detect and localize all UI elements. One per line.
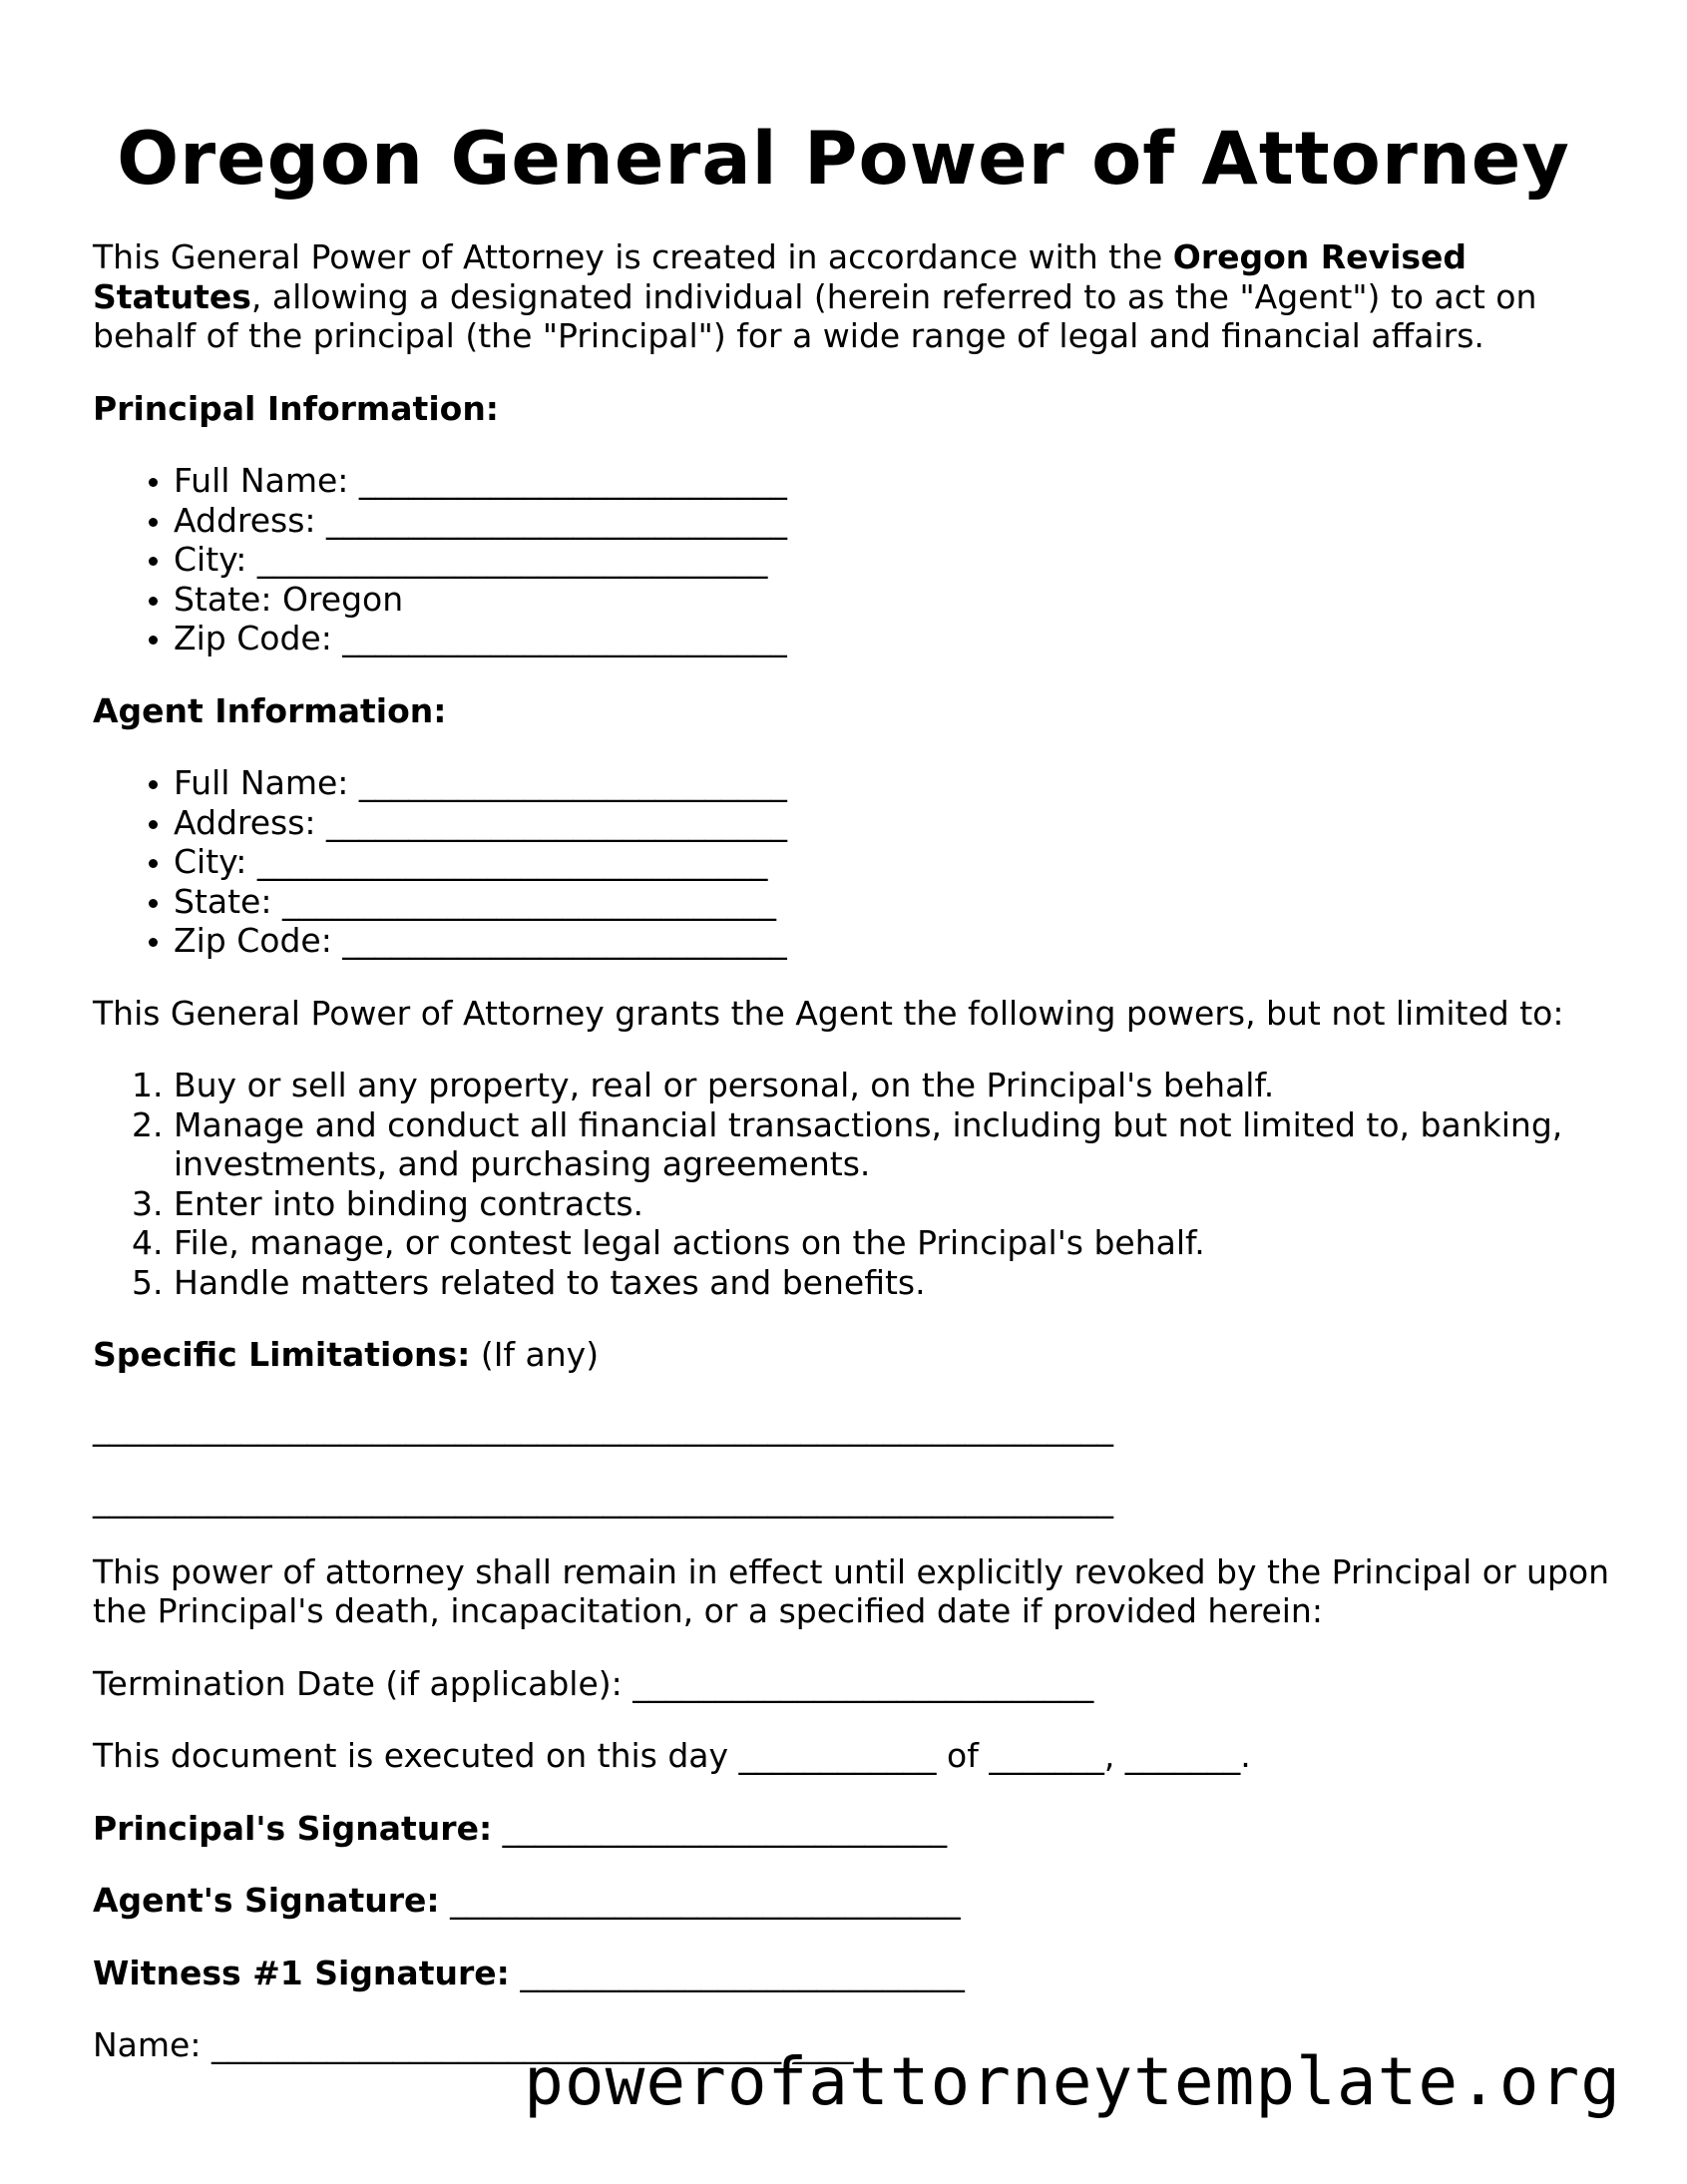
limitations-note: (If any) xyxy=(470,1335,600,1374)
limitations-line-1: ______________________________________________________________ xyxy=(93,1407,1113,1447)
power-item: 2. Manage and conduct all financial transactions, including but not limited to, banking, investments, and purchasing agreements. xyxy=(174,1105,1609,1184)
witness-name-field: Name: _______________________________________ xyxy=(93,2025,854,2064)
powers-intro: This General Power of Attorney grants the Agent the following powers, but not limited to: xyxy=(93,993,1564,1033)
power-item: 5. Handle matters related to taxes and benefits. xyxy=(174,1263,1609,1303)
agent-fields xyxy=(93,763,1609,961)
termination-date-field: Termination Date (if applicable): ____________________________ xyxy=(93,1663,1094,1703)
principal-state-field: • State: Oregon xyxy=(174,580,1609,620)
principal-signature-field: Principal's Signature: ___________________________ xyxy=(93,1808,948,1848)
footer-watermark: powerofattorneytemplate.org xyxy=(524,2043,1621,2120)
agent-full-name-field: • Full Name: __________________________ xyxy=(174,763,1609,803)
limitations-heading: Specific Limitations: (If any) xyxy=(93,1335,600,1374)
agent-address-field: • Address: ____________________________ xyxy=(174,803,1609,843)
power-item: 4. File, manage, or contest legal actions on the Principal's behalf. xyxy=(174,1223,1609,1263)
witness-signature-field: Witness #1 Signature: ___________________________ xyxy=(93,1953,965,1992)
agent-state-field: • State: ______________________________ xyxy=(174,882,1609,922)
power-item: 3. Enter into binding contracts. xyxy=(174,1184,1609,1224)
agent-signature-field: Agent's Signature: _______________________________ xyxy=(93,1881,961,1920)
principal-fields xyxy=(93,461,1609,658)
principal-address-field: • Address: ____________________________ xyxy=(174,501,1609,541)
principal-zip-field: • Zip Code: ___________________________ xyxy=(174,619,1609,658)
principal-heading: Principal Information: xyxy=(93,388,500,428)
principal-city-field: • City: _______________________________ xyxy=(174,540,1609,580)
agent-zip-field: • Zip Code: ___________________________ xyxy=(174,921,1609,961)
intro-statute: Oregon Revised Statutes xyxy=(93,237,1468,316)
effect-paragraph: This power of attorney shall remain in effect until explicitly revoked by the Principal or upon the Principal's death, incapacitation, or a specified date if provided herein: xyxy=(93,1551,1609,1630)
powers-list xyxy=(93,1066,1609,1302)
principal-full-name-field: • Full Name: __________________________ xyxy=(174,461,1609,501)
intro-text-2: , allowing a designated individual (herein referred to as the "Agent") to act on behalf of the principal (the "Principal") for a wide range of legal and financial affairs. xyxy=(93,276,1537,355)
agent-city-field: • City: _______________________________ xyxy=(174,842,1609,882)
execution-date-field: This document is executed on this day ____________ of _______, _______. xyxy=(93,1736,1251,1775)
power-item: 1. Buy or sell any property, real or personal, on the Principal's behalf. xyxy=(174,1066,1609,1105)
document-body xyxy=(93,237,1609,2065)
agent-heading: Agent Information: xyxy=(93,690,447,730)
limitations-line-2: ______________________________________________________________ xyxy=(93,1480,1113,1519)
document-title: Oregon General Power of Attorney xyxy=(117,117,1570,202)
intro-text-1: This General Power of Attorney is created in accordance with the xyxy=(93,237,1173,276)
intro-paragraph xyxy=(93,237,1609,356)
